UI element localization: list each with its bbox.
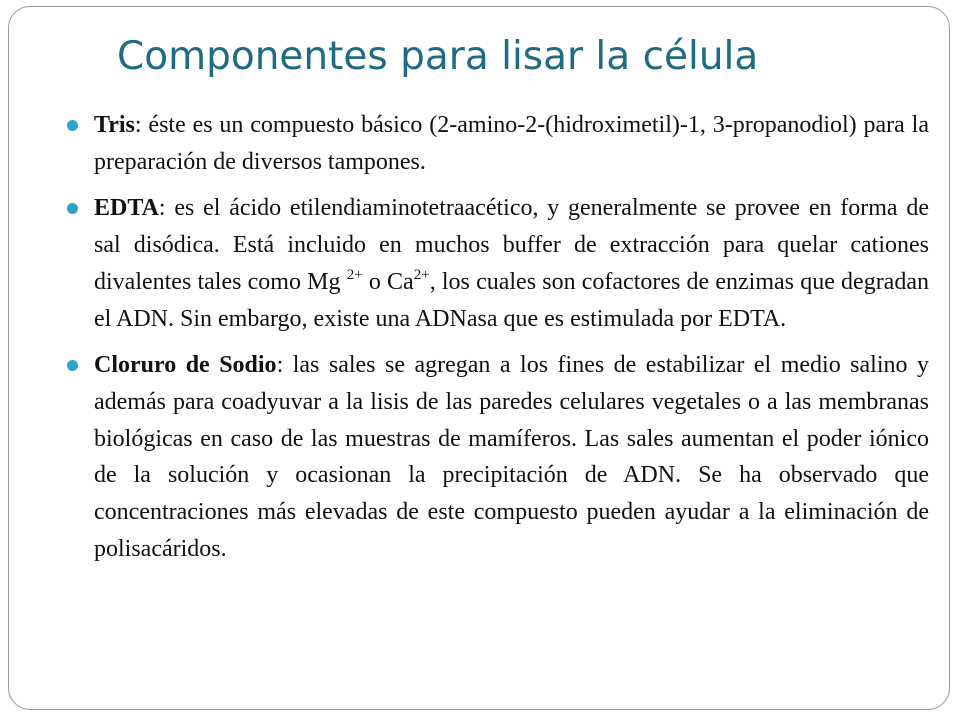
bullet-dot-icon [67,360,78,371]
superscript-ca-charge: 2+ [413,266,430,283]
bullet-cloruro-de-sodio [67,347,929,567]
slide-title: Componentes para lisar la célula [117,34,759,79]
term-cloruro-de-sodio: Cloruro de Sodio [94,352,277,379]
bullet-tris [67,107,929,180]
bullet-text-edta-part2: o Ca [362,268,414,295]
bullet-text-edta-part3: , los cuales son cofactores de enzimas que degradan el ADN. Sin embargo, existe una ADNasa que es estimulada por EDTA. [94,268,929,332]
bullet-text-cloruro-de-sodio: : las sales se agregan a los fines de estabilizar el medio salino y además para coadyuvar a la lisis de las paredes celulares vegetales o a las membranas biológicas en caso de las muestras de mamíferos. Las sales aumentan el poder iónico de la solución y ocasionan la precipitación de ADN. Se ha observado que concentraciones más elevadas de este compuesto pueden ayudar a la eliminación de polisacáridos. [94,352,929,562]
superscript-mg-charge: 2+ [346,266,363,283]
bullet-dot-icon [67,203,78,214]
term-tris: Tris [94,112,135,138]
bullet-text-tris: : éste es un compuesto básico (2-amino-2-(hidroximetil)-1, 3-propanodiol) para la preparación de diversos tampones. [94,112,929,175]
bullet-dot-icon [67,120,78,131]
slide [8,6,950,710]
term-edta: EDTA [94,195,159,222]
bullet-text-edta-part1: : es el ácido etilendiaminotetraacético, y generalmente se provee en forma de sal disódica. Está incluido en muchos buffer de extracción para quelar cationes divalentes tales como Mg [94,195,929,295]
bullet-edta [67,190,929,337]
bullet-list [67,107,929,567]
